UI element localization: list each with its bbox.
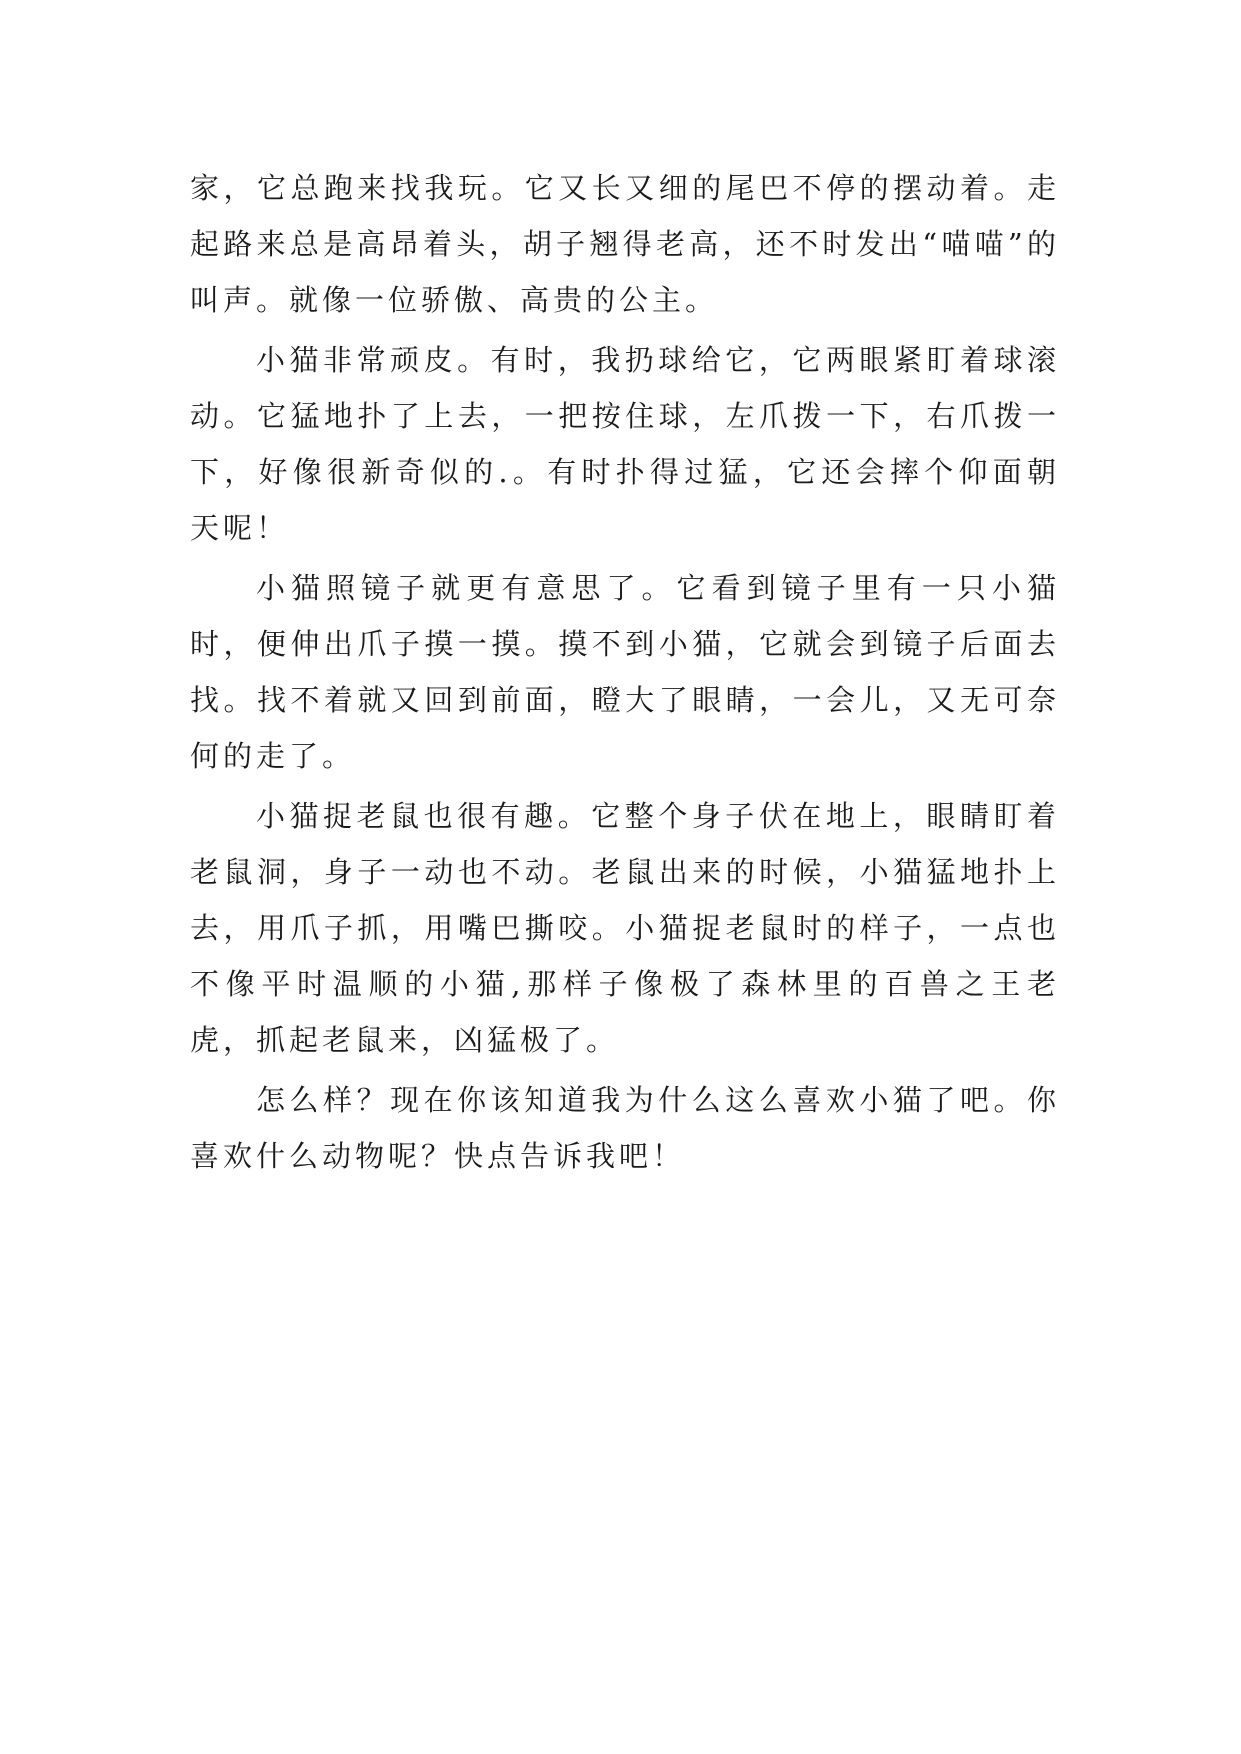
document-body [190, 160, 1060, 1188]
paragraph-closing: 怎么样？现在你该知道我为什么这么喜欢小猫了吧。你喜欢什么动物呢？快点告诉我吧！ [190, 1083, 1060, 1173]
paragraph-playful-cat: 小猫非常顽皮。有时，我扔球给它，它两眼紧盯着球滚动。它猛地扑了上去，一把按住球，左爪拨一下，右爪拨一下，好像很新奇似的.。有时扑得过猛，它还会摔个仰面朝天呢！ [190, 343, 1060, 545]
paragraph-mirror: 小猫照镜子就更有意思了。它看到镜子里有一只小猫时，便伸出爪子摸一摸。摸不到小猫，它就会到镜子后面去找。找不着就又回到前面，瞪大了眼睛，一会儿，又无可奈何的走了。 [190, 571, 1060, 773]
paragraph-catching-mouse: 小猫捉老鼠也很有趣。它整个身子伏在地上，眼睛盯着老鼠洞，身子一动也不动。老鼠出来的时候，小猫猛地扑上去，用爪子抓，用嘴巴撕咬。小猫捉老鼠时的样子，一点也不像平时温顺的小猫,那样子像极了森林里的百兽之王老虎，抓起老鼠来，凶猛极了。 [190, 799, 1060, 1057]
paragraph-continuation: 家，它总跑来找我玩。它又长又细的尾巴不停的摆动着。走起路来总是高昂着头，胡子翘得老高，还不时发出“喵喵”的叫声。就像一位骄傲、高贵的公主。 [190, 171, 1060, 317]
